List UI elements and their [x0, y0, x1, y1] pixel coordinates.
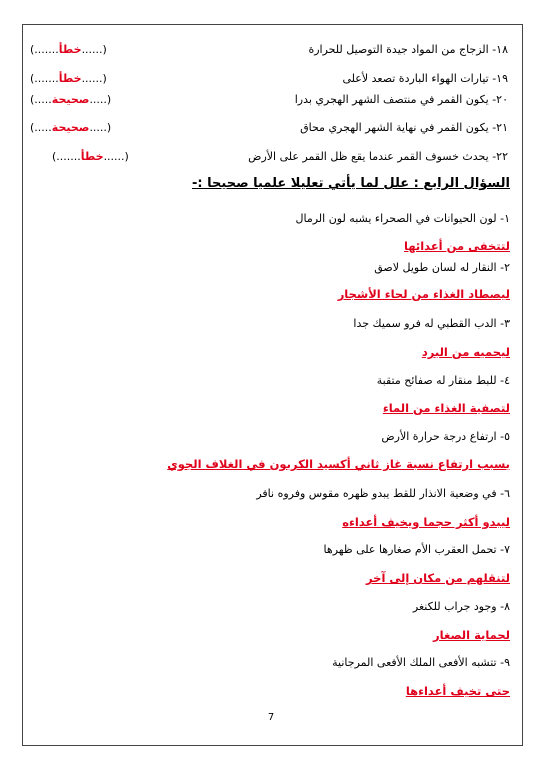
question-text: ٢١- يكون القمر في نهاية الشهر الهجري محاق [300, 121, 508, 134]
reason-question: ٥- ارتفاع درجة حرارة الأرض [381, 430, 510, 443]
reason-question: ٧- تحمل العقرب الأم صغارها على ظهرها [323, 543, 510, 556]
answer-value: خطأ [80, 150, 104, 163]
answer-value: خطأ [58, 43, 82, 56]
reason-question: ٦- في وضعية الانذار للقط يبدو ظهره مقوس وفروه نافر [256, 487, 510, 500]
section-title: السؤال الرابع : علل لما يأتي تعليلا علميا صحيحا :- [192, 176, 510, 191]
reason-question: ٣- الدب القطبي له فرو سميك جدا [353, 317, 510, 330]
page-number: 7 [267, 712, 275, 723]
question-text: ١٩- تيارات الهواء الباردة تصعد لأعلى [342, 72, 508, 85]
reason-answer: ليصطاد الغذاء من لحاء الأشجار [337, 287, 510, 301]
true-false-item [30, 72, 508, 90]
question-text: ٢٢- يحدث خسوف القمر عندما يقع ظل القمر على الأرض [248, 150, 508, 163]
answer-value: خطأ [58, 72, 82, 85]
reason-answer: لتصفية الغذاء من الماء [382, 401, 510, 415]
answer-slot: (.......خطأ......) [30, 43, 107, 56]
reason-question: ٤- للبط منقار له صفائح متقبة [376, 374, 510, 387]
answer-slot: (.......خطأ......) [52, 150, 129, 163]
true-false-item [30, 121, 508, 139]
true-false-item [30, 43, 508, 61]
true-false-item [30, 150, 508, 168]
reason-answer: ليبدو أكثر حجما ويخيف أعداءه [342, 515, 510, 529]
question-text: ١٨- الزجاج من المواد جيدة التوصيل للحرارة [308, 43, 508, 56]
reason-answer: لتنقلهم من مكان إلى آخر [366, 571, 510, 585]
answer-slot: (.......خطأ......) [30, 72, 107, 85]
reason-question: ٩- تتشبه الأفعى الملك الأفعى المرجانية [332, 656, 510, 669]
reason-question: ٢- النقار له لسان طويل لاصق [374, 261, 510, 274]
reason-answer: بسبب ارتفاع نسبة غاز ثاني أكسيد الكربون في الغلاف الجوي [167, 457, 510, 471]
true-false-item [30, 93, 508, 111]
answer-value: صحيحة [51, 93, 90, 106]
answer-slot: (.....صحيحة.....) [30, 121, 112, 134]
answer-value: صحيحة [51, 121, 90, 134]
reason-question: ٨- وجود جراب للكنغر [412, 600, 510, 613]
reason-answer: لحماية الصغار [433, 628, 510, 642]
reason-answer: لتتخفى من أعدائها [404, 239, 510, 253]
reason-answer: حتى تخيف أعداءها [405, 684, 510, 698]
reason-question: ١- لون الحيوانات في الصحراء يشبه لون الرمال [295, 212, 510, 225]
question-text: ٢٠- يكون القمر في منتصف الشهر الهجري بدرا [294, 93, 508, 106]
reason-answer: ليحميه من البرد [421, 345, 510, 359]
answer-slot: (.....صحيحة.....) [30, 93, 112, 106]
